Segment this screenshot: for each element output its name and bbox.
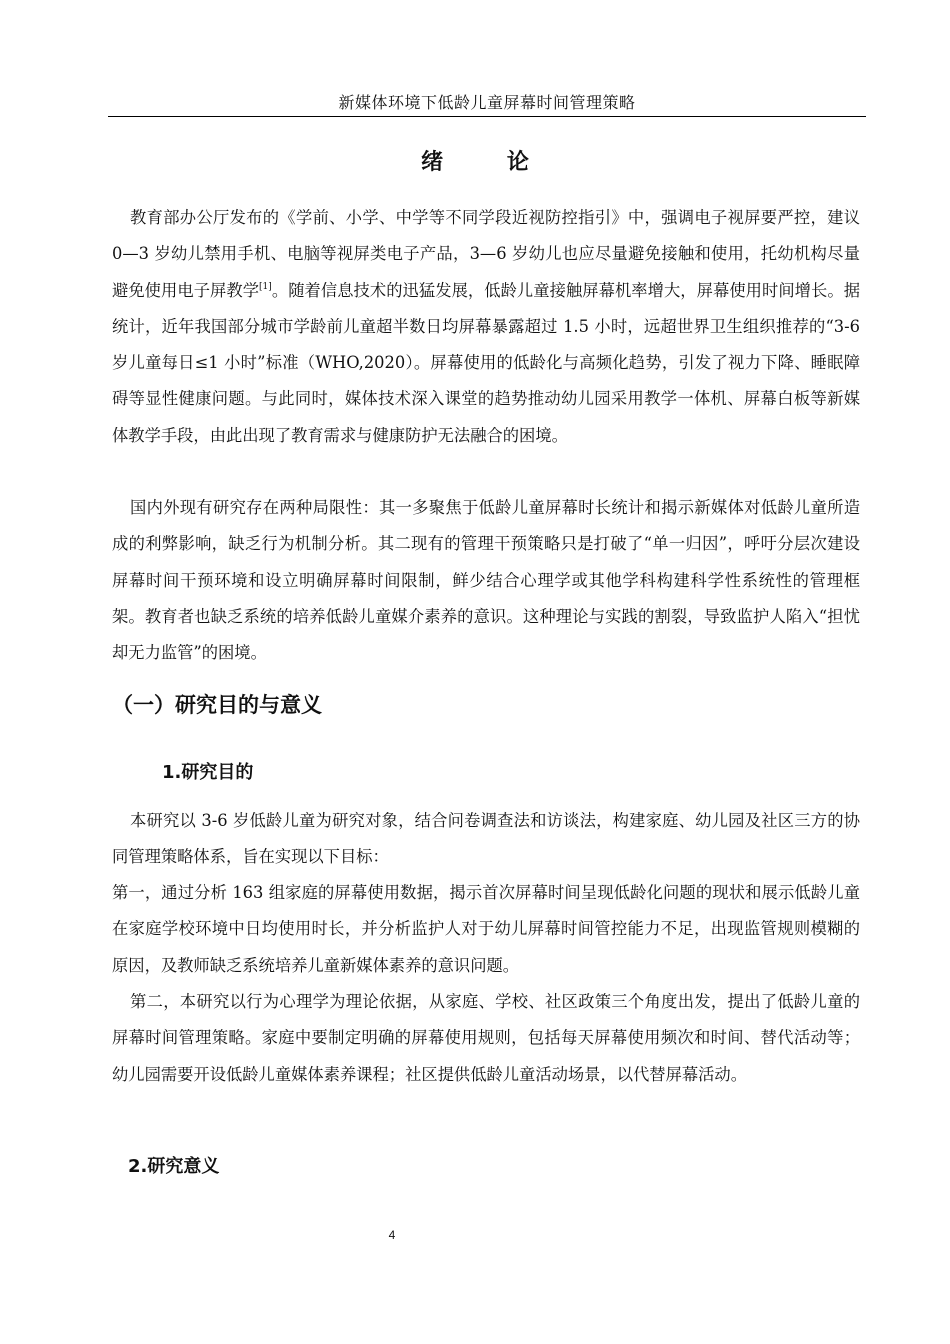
page-title: 绪 论	[421, 150, 557, 175]
running-header: 新媒体环境下低龄儿童屏幕时间管理策略	[338, 93, 636, 112]
intro-paragraph-1	[112, 200, 860, 454]
intro-paragraph-1-text-b: 。随着信息技术的迅猛发展，低龄儿童接触屏幕机率增大，屏幕使用时间增长。据统计，近年我国部分城市学龄前儿童超半数日均屏幕暴露超过 1.5 小时，远超世界卫生组织推荐的“3-6 岁儿童每日≤1 小时”标准（WHO,2020）。屏幕使用的低龄化与高频化趋势，引发了视力下降、睡眠障碍等显性健康问题。与此同时，媒体技术深入课堂的趋势推动幼儿园采用教学一体机、屏幕白板等新媒体教学手段，由此出现了教育需求与健康防护无法融合的困境。	[112, 280, 860, 445]
purpose-paragraph-3: 第二，本研究以行为心理学为理论依据，从家庭、学校、社区政策三个角度出发，提出了低龄儿童的屏幕时间管理策略。家庭中要制定明确的屏幕使用规则，包括每天屏幕使用频次和时间、替代活动等；幼儿园需要开设低龄儿童媒体素养课程；社区提供低龄儿童活动场景，以代替屏幕活动。	[112, 992, 860, 1084]
subsection-heading-significance: 2.研究意义	[128, 1156, 220, 1177]
header-rule	[108, 116, 866, 117]
intro-paragraph-1-text-a: 教育部办公厅发布的《学前、小学、中学等不同学段近视防控指引》中，强调电子视屏要严控，建议 0—3 岁幼儿禁用手机、电脑等视屏类电子产品，3—6 岁幼儿也应尽量避免接触和使用，托幼机构尽量避免使用电子屏教学	[112, 208, 860, 300]
citation-reference: [1]	[259, 281, 272, 292]
page-number: 4	[388, 1228, 396, 1242]
subsection-heading-purpose: 1.研究目的	[162, 762, 254, 783]
section-heading-purpose-significance: （一）研究目的与意义	[112, 693, 322, 717]
intro-paragraph-2: 国内外现有研究存在两种局限性：其一多聚焦于低龄儿童屏幕时长统计和揭示新媒体对低龄儿童所造成的利弊影响，缺乏行为机制分析。其二现有的管理干预策略只是打破了“单一归因”，呼吁分层次建设屏幕时间干预环境和设立明确屏幕时间限制，鲜少结合心理学或其他学科构建科学性系统性的管理框架。教育者也缺乏系统的培养低龄儿童媒介素养的意识。这种理论与实践的割裂，导致监护人陷入“担忧却无力监管”的困境。	[112, 498, 860, 663]
purpose-paragraph-2: 第一，通过分析 163 组家庭的屏幕使用数据，揭示首次屏幕时间呈现低龄化问题的现状和展示低龄儿童在家庭学校环境中日均使用时长，并分析监护人对于幼儿屏幕时间管控能力不足，出现监管规则模糊的原因，及教师缺乏系统培养儿童新媒体素养的意识问题。	[112, 883, 860, 975]
purpose-paragraph-1: 本研究以 3-6 岁低龄儿童为研究对象，结合问卷调查法和访谈法，构建家庭、幼儿园及社区三方的协同管理策略体系，旨在实现以下目标：	[112, 811, 860, 867]
